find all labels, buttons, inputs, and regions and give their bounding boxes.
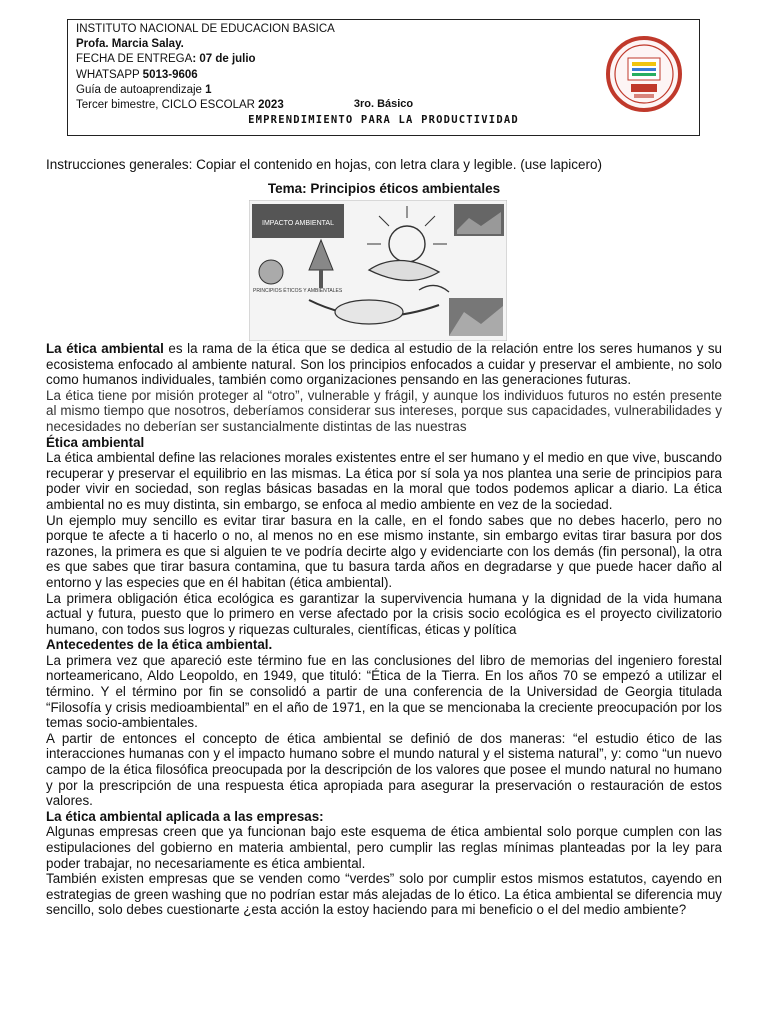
- delivery-date: : 07 de julio: [192, 53, 256, 66]
- heading-antecedentes: Antecedentes de la ética ambiental.: [46, 637, 273, 653]
- paragraph-1-text: es la rama de la ética que se dedica al estudio de la relación entre los seres humanos y su ecosistema enfocado al ambiente natural. Son los principios enfocados a cuidar y preservar el ambiente, no solo como humanos individuales, también como organizaciones pensando en las generaciones futuras.: [46, 341, 722, 388]
- paragraph-2: La ética tiene por misión proteger al “otro”, vulnerable y frágil, y aunque los individuos futuros no estén presente al mismo tiempo que nosotros, deberíamos considerar sus intereses, porque sus capacidades, vulnerabilidades y necesidades no deberían ser sustancialmente distintas de las nuestras: [46, 387, 722, 434]
- delivery-label: FECHA DE ENTREGA: [76, 53, 193, 66]
- guide-number: 1: [205, 83, 212, 96]
- paragraph-3: La ética ambiental define las relaciones morales existentes entre el ser humano y el medio en que vive, buscando recuperar y preservar el equilibrio en las mismas. La ética por sí sola ya nos plantea una serie de principios para poder vivir en sociedad, son reglas básicas basadas en la moral que todos podemos aplicar a diario. La ética ambiental no es muy distinta, sin embargo, se enfoca al medio ambiente en vez de la sociedad.: [46, 450, 722, 512]
- whatsapp-label: WHATSAPP: [76, 68, 143, 81]
- header-box: [67, 19, 700, 136]
- general-instructions: Instrucciones generales: Copiar el contenido en hojas, con letra clara y legible. (use lapicero): [46, 157, 603, 172]
- paragraph-6: La primera vez que apareció este término fue en las conclusiones del libro de memorias del ingeniero forestal norteamericano, Aldo Leopoldo, en 1949, que tituló: “Ética de la Tierra. En los años 70 se empezó a utilizar el término. Y el término por fin se consolidó a partir de una conferencia de la Universidad de Georgia titulada “Filosofía y crisis medioambiental” en el año de 1971, en la que se mencionaba la creciente preocupación por los temas socio-ambientales.: [46, 652, 722, 731]
- term-bold: La ética ambiental: [46, 341, 164, 356]
- heading-etica-ambiental: Ética ambiental: [46, 434, 145, 450]
- grade-title: 3ro. Básico: [353, 98, 414, 110]
- school-logo-icon: [601, 34, 687, 114]
- main-content: [46, 341, 722, 918]
- paragraph-9: También existen empresas que se venden como “verdes” solo por cumplir estos mismos estatutos, cayendo en estrategias de green washing que no podrían estar más alejadas de lo ético. La ética ambiental se diferencia muy sencillo, solo debes cuestionarte ¿esta acción la estoy haciendo para mi beneficio o el del medio ambiente?: [46, 871, 722, 918]
- whatsapp-number: 5013-9606: [142, 68, 198, 81]
- subject-title: EMPRENDIMIENTO PARA LA PRODUCTIVIDAD: [248, 114, 519, 126]
- guide-label: Guía de autoaprendizaje: [76, 83, 206, 96]
- principles-label: PRINCIPIOS ÉTICOS Y AMBIENTALES: [253, 288, 343, 294]
- whatsapp-line: [76, 68, 335, 83]
- environmental-impact-illustration: [249, 200, 507, 341]
- topic-title: Tema: Principios éticos ambientales: [267, 181, 501, 196]
- paragraph-4: Un ejemplo muy sencillo es evitar tirar basura en la calle, en el fondo sabes que no debes hacerlo, pero no porque te afecte a ti hacerlo o no, al menos no en ese mismo instante, sin embargo evitas tirar basura por dos razones, la primera es que si alguien te ve podría decirte algo y evidenciarte con los demás (fin personal), la otra es que sabes que tirar basura contamina, que tu basura tarda años en degradarse y que puede hacer daño al entorno y las especies que en él habitan (ética ambiental).: [46, 512, 722, 590]
- term-label: Tercer bimestre, CICLO ESCOLAR: [76, 99, 259, 112]
- heading-empresas: La ética ambiental aplicada a las empresas:: [46, 808, 324, 824]
- paragraph-1: [46, 341, 722, 388]
- impact-label: IMPACTO AMBIENTAL: [262, 220, 334, 227]
- institution-name: INSTITUTO NACIONAL DE EDUCACION BASICA: [76, 23, 335, 35]
- globe-icon: [259, 260, 283, 284]
- paragraph-7: A partir de entonces el concepto de ética ambiental se definió de dos maneras: “el estudio ético de las interacciones humanas con y el impacto humano sobre el mundo natural y el sistema natural”, y: como “un nuevo campo de la ética filosófica preocupada por la descripción de los valores que posee el mundo natural no humano y por la prescripción de una respuesta ética apropiada para asegurar la preservación o restauración de estos valores.: [46, 730, 722, 809]
- guide-line: [76, 83, 335, 98]
- paragraph-8: Algunas empresas creen que ya funcionan bajo este esquema de ética ambiental solo porque cumplen con las estipulaciones del gobierno en materia ambiental, pero cumplir las reglas mínimas planteadas por la ley para poder trabajar, no necesariamente es ética ambiental.: [46, 824, 722, 871]
- paragraph-5: La primera obligación ética ecológica es garantizar la supervivencia humana y la dignidad de la vida humana actual y futura, puesto que lo primero en verse afectado por la crisis socio ecológica es el proyecto civilizatorio humano, con todos sus logros y riquezas culturales, científicas, éticas y política: [46, 590, 722, 637]
- term-year: 2023: [258, 99, 284, 112]
- turtle-icon: [335, 300, 403, 324]
- teacher-name: Profa. Marcia Salay.: [76, 38, 184, 51]
- delivery-date-line: [76, 52, 335, 67]
